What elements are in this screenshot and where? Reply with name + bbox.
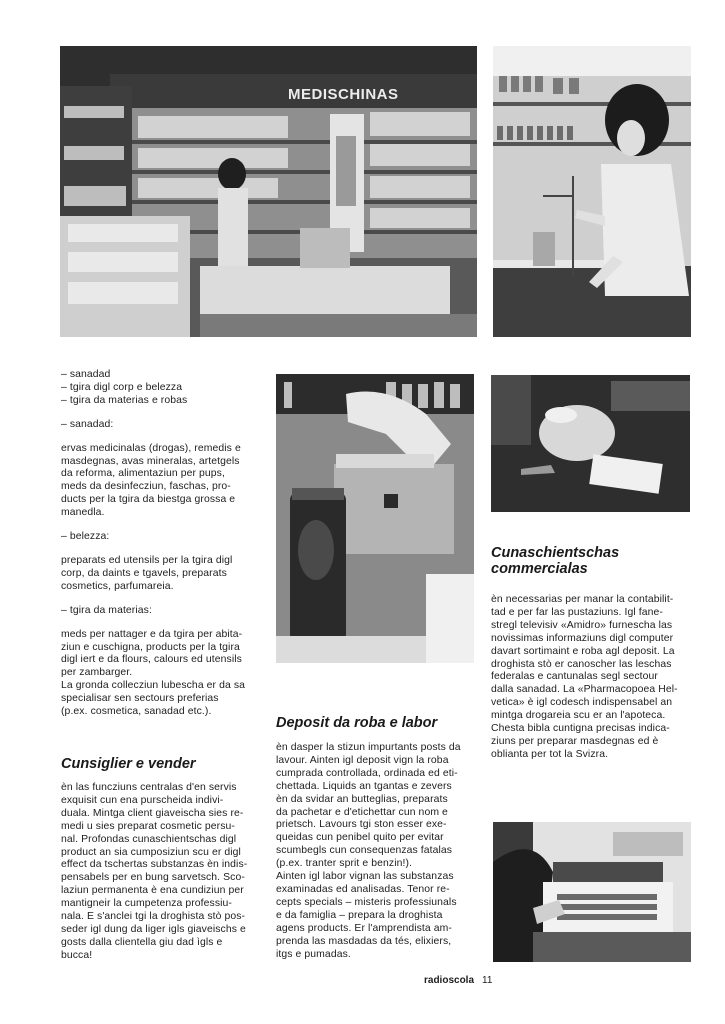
text-line: meds da desinfecziun, faschas, pro- [61,481,231,493]
text-line: per zambarger. [61,667,133,679]
text-line: – tgira da materias e robas [61,394,188,406]
page-number: 11 [482,975,493,986]
text-line: Chesta bibla cuntigna precisas indica- [491,723,670,735]
page-footer [424,975,492,986]
text-line: pensabels per en bung sarvetsch. Sco- [61,872,245,884]
text-line: cepts specials – misteris professiunals [276,896,457,908]
photo-storage-bottles [276,374,474,663]
text-line: bucca! [61,949,93,961]
text-line: (p.ex. cosmetica, sanadad etc.). [61,706,212,718]
text-line: nal. Profondas cunaschientschas digl [61,833,237,845]
text-line: corp, da daints e tgavels, preparats [61,567,227,579]
text-line: prenda las masdadas da tés, elixiers, [276,935,452,947]
text-line: oblianta per tot la Svizra. [491,748,609,760]
text-line: da reforma, alimentaziun per pups, [61,468,225,480]
heading-line: commercialas [491,561,588,577]
text-line: èn las funcziuns centralas d'en servis [61,782,237,793]
text-line: ziuns per preparar masdegnas ed è [491,735,659,747]
left-column-text [61,369,266,719]
text-line: manedla. [61,507,105,519]
text-line: – tgira digl corp e belezza [61,381,183,393]
text-line: droghista stò er canoscher las leschas [491,658,672,670]
text-line: ervas medicinalas (drogas), remedis e [61,442,241,454]
text-line: mintga drogareia scu er an l'apoteca. [491,710,666,722]
text-line: lavour. Ainten igl deposit vign la roba [276,754,449,766]
text-line: masdegnas, avas mineralas, artetgels [61,455,240,467]
cunaschientschas-text [491,594,691,762]
text-line: nala. E s'anclei tgi la droghista stò pos- [61,911,246,923]
text-line: davart sortimaint e roba agl deposit. La [491,645,675,657]
heading-deposit: Deposit da roba e labor [276,715,438,731]
text-line: vetica» è igl codesch indispensabel an [491,697,673,709]
heading-cunaschientschas [491,545,619,577]
text-line: – sanadad [61,369,111,380]
text-line: èn da svidar an butteglias, preparats [276,793,448,805]
text-line: prietsch. Lavours tgi ston esser exe- [276,819,447,831]
photo-mortar-scoop [491,375,690,512]
text-line: agens products. Er l'amprendista am- [276,922,452,934]
text-line: da pachetar e d'etichettar cun nom e [276,806,448,818]
text-line: exquisit cun ena purscheida indivi- [61,794,224,806]
text-line: – belezza: [61,531,110,543]
text-line: digl iert e da flours, calours ed utensils [61,654,242,666]
text-line: tad e per far las pustaziuns. Igl fane- [491,606,663,618]
photo-typewriter [493,822,691,962]
text-line: examinadas ed analisadas. Tenor re- [276,883,450,895]
text-line: (p.ex. tranter sprit e benzin!). [276,858,413,870]
text-line: product an sia cumposiziun scu er digl [61,846,241,858]
text-line: chettada. Liquids an tgantas e zevers [276,780,452,792]
text-line: preparats ed utensils per la tgira digl [61,554,233,566]
text-line: – tgira da materias: [61,604,152,616]
text-line: federalas e cantunalas segl sectour [491,671,658,683]
text-line: dalla sanadad. La «Pharmacopoea Hel- [491,684,678,696]
deposit-text [276,742,476,961]
text-line: cumprada controllada, ordinada ed eti- [276,767,458,779]
text-line: laziun permanenta è ena cundiziun per [61,885,244,897]
text-line: queidas cun penibel quito per evitar [276,832,444,844]
text-line: novissimas informaziuns digl computer [491,632,674,644]
text-line: duala. Mintga client giaveischa sies re- [61,807,244,819]
text-line: medi u sies preparat cosmetic persu- [61,820,235,832]
text-line: cosmetics, parfumareia. [61,580,174,592]
text-line: stregl televisiv «Amidro» furnescha las [491,619,673,631]
text-line: èn necessarias per manar la contabilit- [491,594,674,605]
text-line: mantigneir la cumpetenza professiu- [61,898,232,910]
text-line: effect da tschertas substanzas èn indis- [61,859,248,871]
shop-sign: MEDISCHINAS [288,86,399,103]
text-line: meds per nattager e da tgira per abita- [61,628,243,640]
text-line: scumbegls cun consequenzas fatalas [276,845,453,857]
text-line: ducts per la tgira da biestga grossa e [61,494,236,506]
photo-laboratory-woman [493,46,691,337]
text-line: – sanadad: [61,418,114,430]
text-line: ziun e cuschigna, products per la tgira [61,641,240,653]
text-line: e da famiglia – prepara la droghista [276,909,443,921]
text-line: Ainten igl labor vignan las substanzas [276,871,454,883]
magazine-name: radioscola [424,975,475,986]
text-line: itgs e pumadas. [276,948,351,960]
heading-line: Cunaschientschas [491,545,620,561]
photo-shop-interior [60,46,477,337]
text-line: seder igl dung da liger igls giaveischs e [61,923,246,935]
text-line: specialisar sen sectours preferias [61,693,219,705]
text-line: gosts dalla clientella giu dad ìgls e [61,936,223,948]
text-line: èn dasper la stizun impurtants posts da [276,742,461,753]
cunsiglier-text [61,782,266,963]
text-line: La gronda collecziun lubescha er da sa [61,680,246,692]
heading-cunsiglier: Cunsiglier e vender [61,756,196,772]
